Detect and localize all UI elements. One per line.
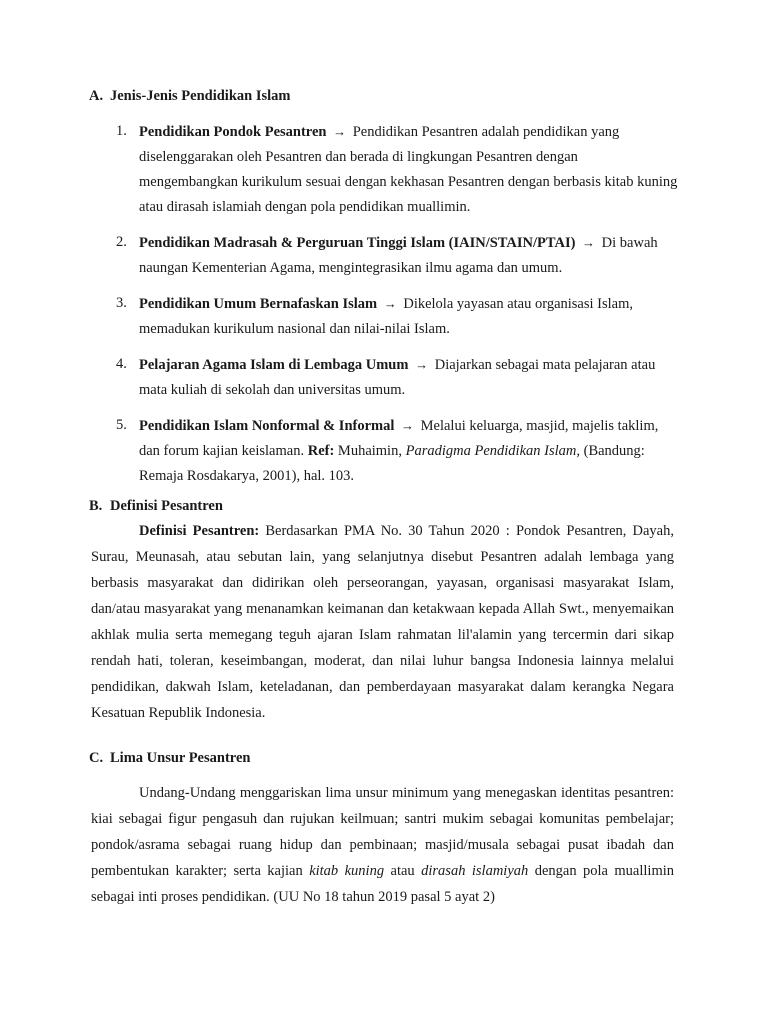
list-item-text: Diajarkan sebagai mata pelajaran atau mata kuliah di sekolah dan universitas umum. [139, 357, 656, 398]
reference-details: (Bandung: Remaja Rosdakarya, 2001), hal. 103. [139, 443, 645, 484]
section-a-letter: A. [89, 88, 104, 104]
list-item-text: Di bawah naungan Kementerian Agama, mengintegrasikan ilmu agama dan umum. [139, 235, 658, 276]
section-a-heading [89, 86, 291, 106]
list-item [116, 230, 679, 281]
reference-title: Paradigma Pendidikan Islam, [405, 443, 580, 459]
list-item-term: Pendidikan Umum Bernafaskan Islam [139, 296, 378, 312]
list-item [116, 291, 679, 342]
elements-text-3: dengan pola muallimin sebagai inti proses pendidikan. (UU No 18 tahun 2019 pasal 5 ayat 2) [91, 863, 675, 905]
definition-paragraph [91, 518, 674, 726]
list-item-text: Melalui keluarga, masjid, majelis taklim, dan forum kajian keislaman. [139, 418, 659, 459]
section-a-title: Jenis-Jenis Pendidikan Islam [110, 88, 291, 104]
list-item-number: 2. [116, 234, 127, 250]
section-b-heading [89, 496, 223, 516]
arrow-icon: → [415, 357, 429, 372]
definition-lead: Definisi Pesantren: [139, 523, 260, 539]
list-item-number: 4. [116, 356, 127, 372]
reference-author: Muhaimin, [337, 443, 402, 459]
section-b-title: Definisi Pesantren [110, 498, 223, 514]
reference-label: Ref: [307, 443, 335, 459]
arrow-icon: → [582, 235, 596, 250]
list-item [116, 352, 679, 403]
education-types-list [116, 119, 679, 499]
list-item-number: 5. [116, 417, 127, 433]
arrow-icon: → [333, 124, 347, 139]
elements-italic-1: kitab kuning [309, 863, 385, 879]
section-c-heading [89, 748, 250, 768]
definition-text: Berdasarkan PMA No. 30 Tahun 2020 : Pondok Pesantren, Dayah, Surau, Meunasah, atau sebutan lain, yang selanjutnya disebut Pesantren adalah lembaga yang berbasis masyarakat dan didirikan oleh perseorangan, yayasan, organisasi masyarakat Islam, dan/atau masyarakat yang menanamkan keimanan dan ketakwaan kepada Allah Swt., menyemaikan akhlak mulia serta memegang teguh ajaran Islam rahmatan lil'alamin yang tercermin dari sikap rendah hati, toleran, keseimbangan, moderat, dan nilai luhur bangsa Indonesia lainnya melalui pendidikan, dakwah Islam, keteladanan, dan pemberdayaan masyarakat dalam kerangka Negara Kesatuan Republik Indonesia. [91, 523, 674, 721]
arrow-icon: → [401, 418, 415, 433]
list-item-number: 3. [116, 295, 127, 311]
section-b-letter: B. [89, 498, 103, 514]
arrow-icon: → [383, 296, 397, 311]
section-c-letter: C. [89, 750, 104, 766]
elements-paragraph [91, 780, 674, 910]
list-item-term: Pelajaran Agama Islam di Lembaga Umum [139, 357, 409, 373]
list-item-term: Pendidikan Madrasah & Perguruan Tinggi Islam (IAIN/STAIN/PTAI) [139, 235, 576, 251]
list-item [116, 413, 679, 489]
section-c-title: Lima Unsur Pesantren [110, 750, 251, 766]
list-item-term: Pendidikan Pondok Pesantren [139, 124, 327, 140]
list-item-text: Dikelola yayasan atau organisasi Islam, memadukan kurikulum nasional dan nilai-nilai Islam. [139, 296, 633, 337]
list-item-term: Pendidikan Islam Nonformal & Informal [139, 418, 395, 434]
list-item [116, 119, 679, 220]
list-item-text: Pendidikan Pesantren adalah pendidikan yang diselenggarakan oleh Pesantren dan berada di lingkungan Pesantren dengan mengembangkan kurikulum sesuai dengan kekhasan Pesantren dengan berbasis kitab kuning atau dirasah islamiah dengan pola pendidikan muallimin. [139, 124, 678, 215]
elements-text-2: atau [390, 863, 415, 879]
elements-italic-2: dirasah islamiyah [421, 863, 529, 879]
list-item-number: 1. [116, 123, 127, 139]
elements-text-1: Undang-Undang menggariskan lima unsur minimum yang menegaskan identitas pesantren: kiai sebagai figur pengasuh dan rujukan keilmuan; santri mukim sebagai komunitas pembelajar; pondok/asrama sebagai ruang hidup dan pembinaan; masjid/musala sebagai pusat ibadah dan pembentukan karakter; serta kajian [91, 785, 674, 879]
